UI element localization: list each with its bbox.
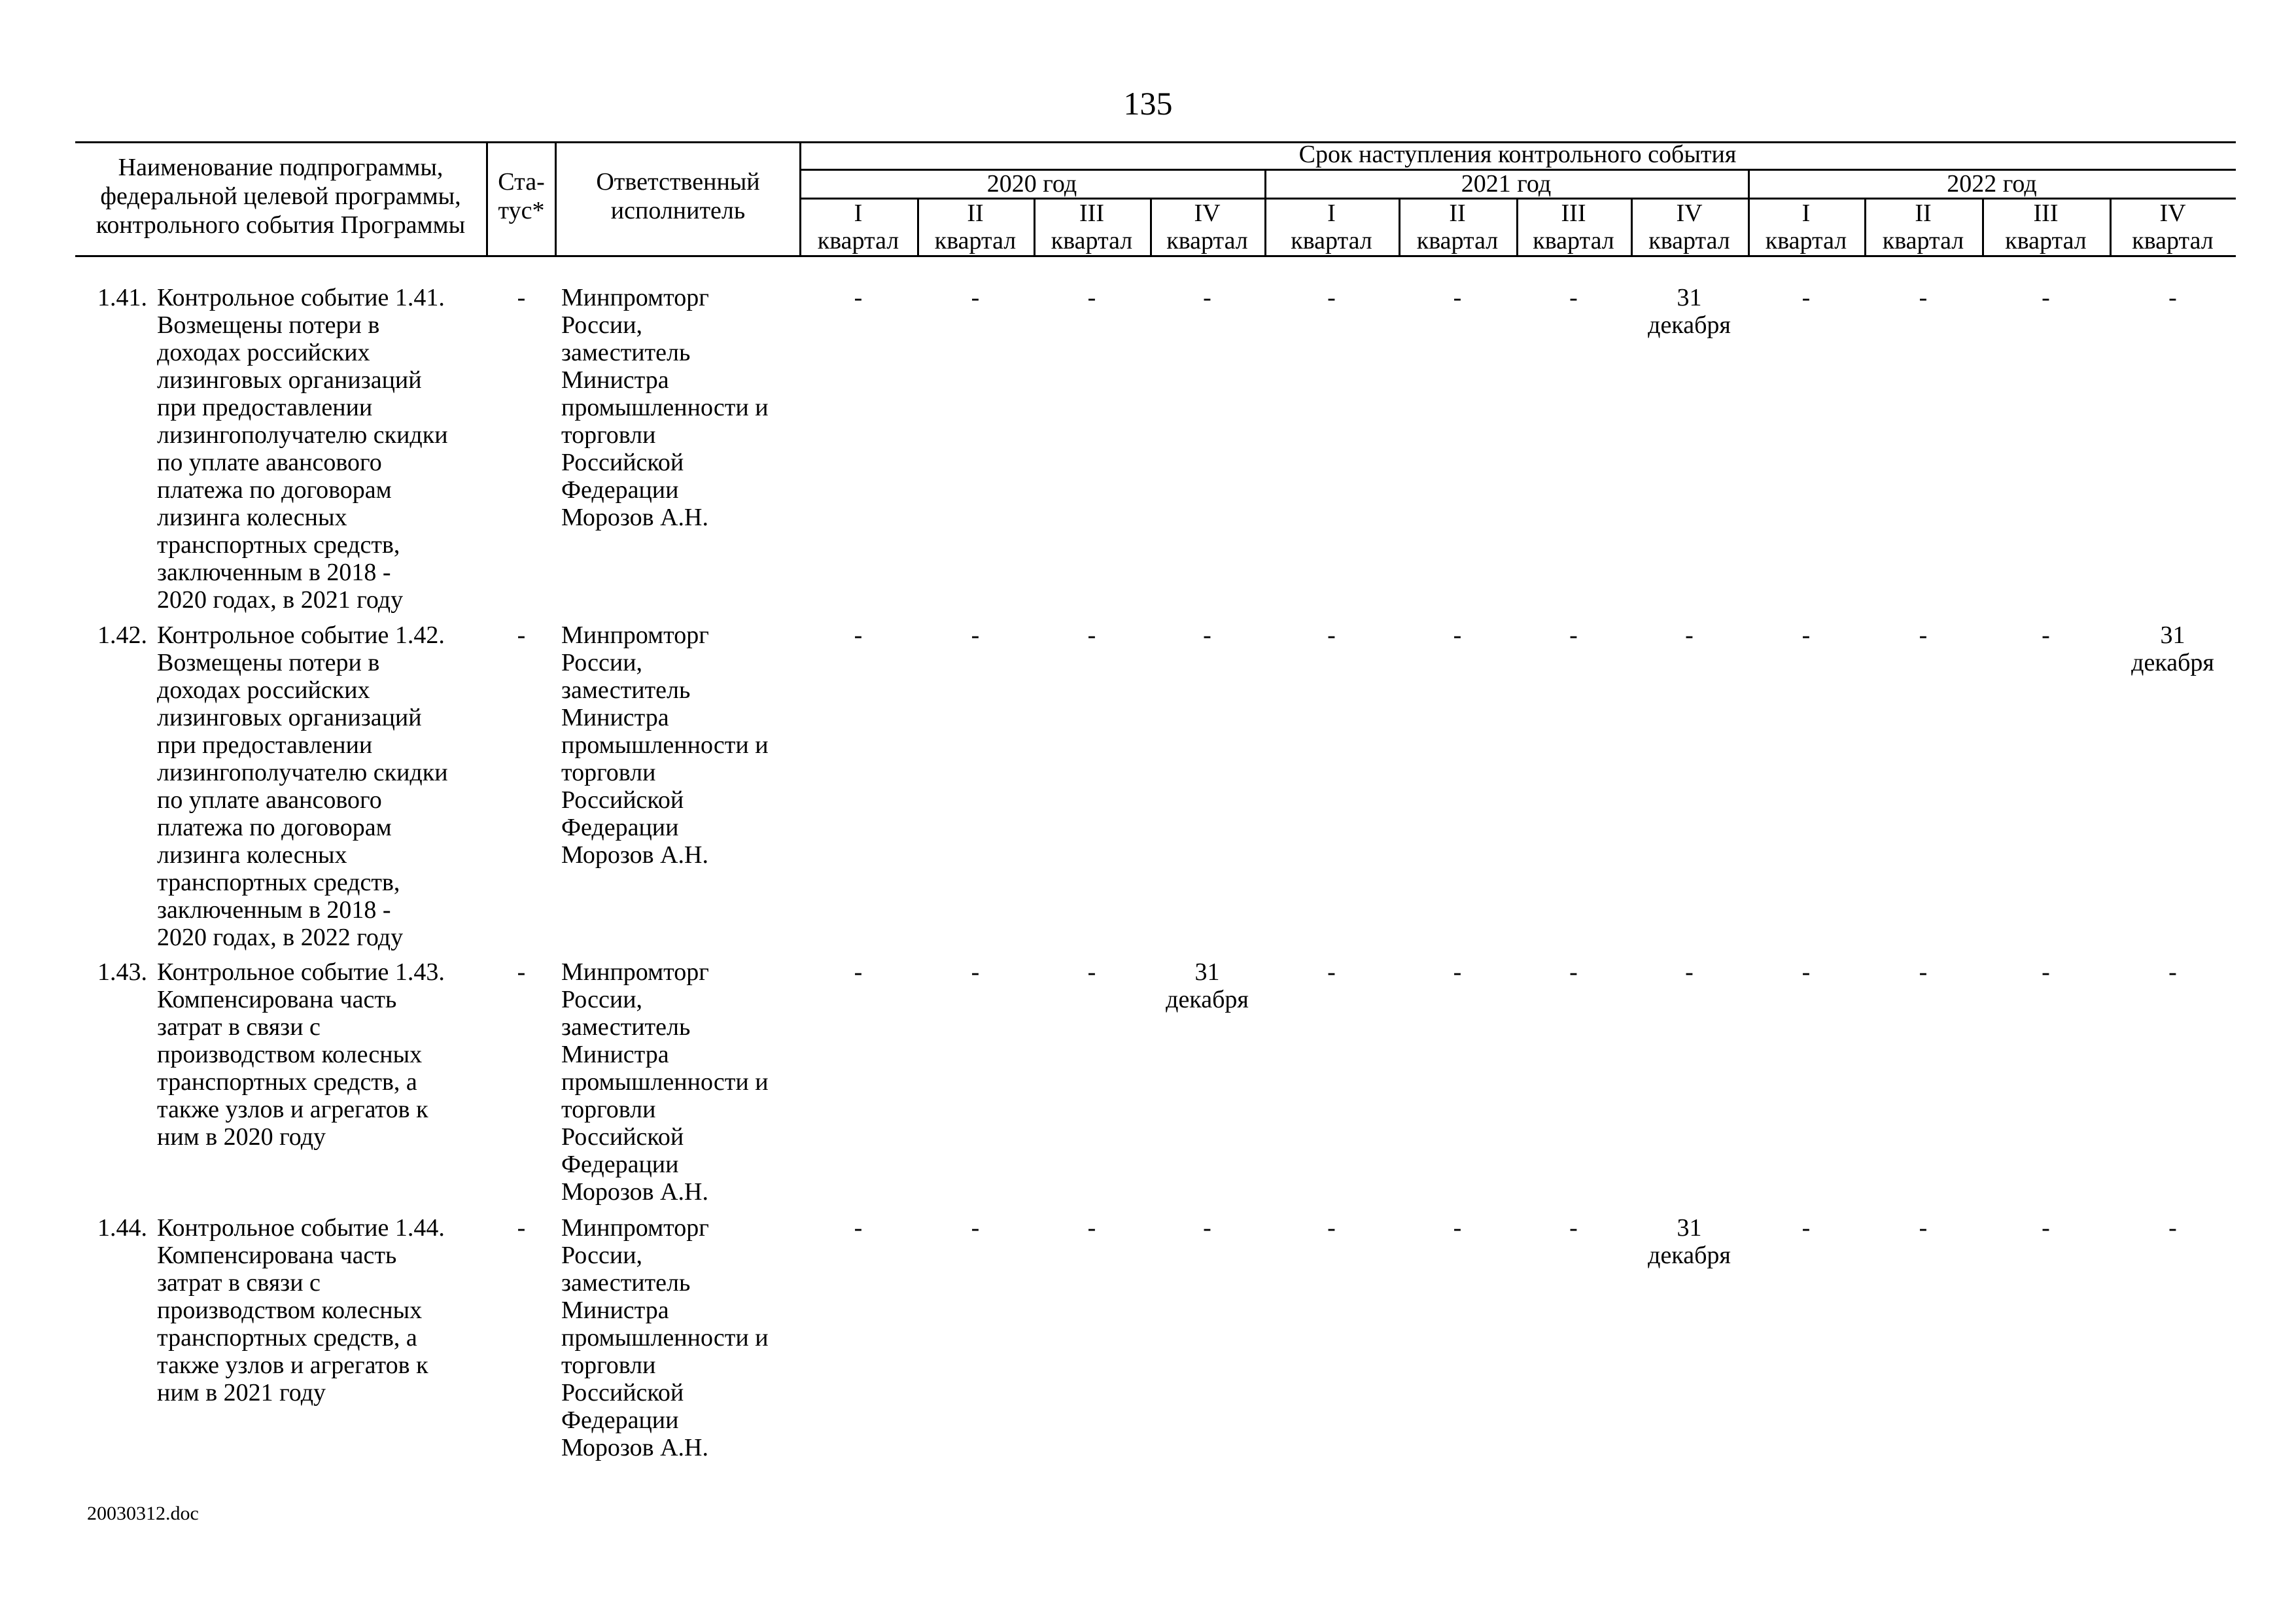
text-line: - <box>971 284 980 311</box>
text-line: производством колесных <box>157 1041 423 1068</box>
quarter-cell <box>917 958 1034 986</box>
text-line: - <box>854 1214 863 1242</box>
quarter-cell <box>1748 1214 1864 1242</box>
text-line: Федерации <box>561 1151 679 1178</box>
text-line: доходах российских <box>157 339 370 366</box>
text-line: промышленности и <box>561 1068 769 1096</box>
row-number: 1.41. <box>97 284 147 311</box>
text-line: - <box>1453 621 1462 649</box>
text-line: при предоставлении <box>157 394 373 421</box>
quarter-cell <box>1034 958 1150 986</box>
quarter-cell <box>1516 958 1631 986</box>
header-col-name: контрольного события Программы <box>96 211 466 239</box>
text-line: - <box>1801 284 1811 311</box>
header-quarter: квартал <box>1416 227 1499 254</box>
header-col-name: Наименование подпрограммы, <box>118 154 444 181</box>
text-line: декабря <box>1648 1242 1731 1269</box>
quarter-cell <box>1982 1214 2110 1242</box>
header-quarter: квартал <box>817 227 899 254</box>
quarter-cell <box>799 284 917 311</box>
text-line: - <box>2168 1214 2177 1242</box>
row-event-name <box>157 621 497 951</box>
text-line: 31 <box>1677 1214 1702 1242</box>
quarter-cell <box>1399 958 1516 986</box>
text-line: - <box>2042 621 2050 649</box>
text-line: - <box>1801 1214 1811 1242</box>
text-line: Компенсирована часть <box>157 986 397 1013</box>
text-line: - <box>854 284 863 311</box>
quarter-cell <box>1982 621 2110 649</box>
quarter-cell <box>1748 958 1864 986</box>
text-line: ним в 2020 году <box>157 1123 326 1151</box>
quarter-cell <box>1034 621 1150 649</box>
text-line: - <box>1203 1214 1211 1242</box>
text-line: - <box>2168 284 2177 311</box>
text-line: - <box>1569 284 1578 311</box>
row-number: 1.43. <box>97 958 147 986</box>
quarter-cell <box>1631 284 1748 339</box>
text-line: заместитель <box>561 1013 691 1041</box>
text-line: доходах российских <box>157 676 370 704</box>
text-line: - <box>1569 1214 1578 1242</box>
text-line: - <box>1453 958 1462 986</box>
text-line: - <box>1087 958 1096 986</box>
text-line: - <box>971 1214 980 1242</box>
text-line: - <box>1087 621 1096 649</box>
header-quarter: IV <box>1676 200 1703 227</box>
text-line: - <box>1327 1214 1336 1242</box>
quarter-cell <box>2110 1214 2236 1242</box>
text-line: транспортных средств, <box>157 869 400 896</box>
row-executor <box>561 621 810 869</box>
text-line: заместитель <box>561 676 691 704</box>
quarter-cell <box>1399 284 1516 311</box>
text-line: - <box>2042 958 2050 986</box>
row-event-name <box>157 284 497 614</box>
text-line: Контрольное событие 1.41. <box>157 284 445 311</box>
quarter-cell <box>1864 1214 1982 1242</box>
text-line: - <box>1087 284 1096 311</box>
header-col-name: федеральной целевой программы, <box>100 183 461 210</box>
text-line: декабря <box>1648 311 1731 339</box>
text-line: промышленности и <box>561 394 769 421</box>
text-line: торговли <box>561 1096 656 1123</box>
text-line: - <box>1569 958 1578 986</box>
quarter-cell <box>1150 284 1264 311</box>
text-line: Возмещены потери в <box>157 311 380 339</box>
text-line: Российской <box>561 786 684 814</box>
header-year: 2021 год <box>1461 170 1552 198</box>
text-line: - <box>1203 621 1211 649</box>
row-executor <box>561 958 810 1206</box>
quarter-cell <box>799 958 917 986</box>
header-quarter: III <box>1561 200 1586 227</box>
text-line: торговли <box>561 759 656 786</box>
text-line: Морозов А.Н. <box>561 841 708 869</box>
text-line: - <box>1453 284 1462 311</box>
quarter-cell <box>799 1214 917 1242</box>
text-line: - <box>854 621 863 649</box>
text-line: - <box>1203 284 1211 311</box>
text-line: лизинга колесных <box>157 504 347 531</box>
text-line: Контрольное событие 1.44. <box>157 1214 445 1242</box>
row-executor <box>561 1214 810 1461</box>
header-quarter: квартал <box>1166 227 1248 254</box>
row-number: 1.42. <box>97 621 147 649</box>
header-quarter: II <box>1449 200 1466 227</box>
text-line: также узлов и агрегатов к <box>157 1096 428 1123</box>
quarter-cell <box>1399 1214 1516 1242</box>
quarter-cell <box>1264 958 1399 986</box>
header-col-status: Ста- <box>498 168 545 196</box>
text-line: Минпромторг <box>561 1214 709 1242</box>
text-line: Контрольное событие 1.42. <box>157 621 445 649</box>
quarter-cell <box>1264 284 1399 311</box>
row-executor <box>561 284 810 531</box>
text-line: торговли <box>561 421 656 449</box>
text-line: - <box>1919 284 1928 311</box>
quarter-cell <box>1864 621 1982 649</box>
text-line: лизинговых организаций <box>157 704 422 731</box>
text-line: - <box>1919 1214 1928 1242</box>
text-line: заключенным в 2018 - <box>157 559 391 586</box>
header-quarter: II <box>1915 200 1932 227</box>
text-line: - <box>1327 621 1336 649</box>
text-line: - <box>1685 621 1694 649</box>
header-year: 2020 год <box>986 170 1077 198</box>
header-col-status: тус* <box>498 197 545 224</box>
text-line: Федерации <box>561 1406 679 1434</box>
text-line: - <box>1087 1214 1096 1242</box>
quarter-cell <box>799 621 917 649</box>
quarter-cell <box>1631 958 1748 986</box>
text-line: - <box>2168 958 2177 986</box>
text-line: заместитель <box>561 339 691 366</box>
text-line: лизинговых организаций <box>157 366 422 394</box>
text-line: - <box>971 958 980 986</box>
quarter-cell <box>2110 284 2236 311</box>
text-line: по уплате авансового <box>157 786 382 814</box>
text-line: Федерации <box>561 814 679 841</box>
header-col-executor: Ответственный <box>596 168 760 196</box>
row-number: 1.44. <box>97 1214 147 1242</box>
row-event-name <box>157 958 497 1151</box>
text-line: - <box>1453 1214 1462 1242</box>
quarter-cell <box>2110 621 2236 676</box>
text-line: - <box>1801 621 1811 649</box>
text-line: - <box>2042 284 2050 311</box>
text-line: Компенсирована часть <box>157 1242 397 1269</box>
text-line: - <box>971 621 980 649</box>
text-line: Федерации <box>561 476 679 504</box>
text-line: - <box>1801 958 1811 986</box>
row-event-name <box>157 1214 497 1406</box>
text-line: лизингополучателю скидки <box>157 421 448 449</box>
quarter-cell <box>1150 621 1264 649</box>
quarter-cell <box>1034 284 1150 311</box>
text-line: декабря <box>1166 986 1249 1013</box>
text-line: Контрольное событие 1.43. <box>157 958 445 986</box>
header-quarter: квартал <box>1051 227 1133 254</box>
text-line: Российской <box>561 1123 684 1151</box>
quarter-cell <box>917 621 1034 649</box>
text-line: Министра <box>561 366 669 394</box>
text-line: Возмещены потери в <box>157 649 380 676</box>
text-line: также узлов и агрегатов к <box>157 1352 428 1379</box>
quarter-cell <box>1982 958 2110 986</box>
text-line: России, <box>561 986 643 1013</box>
text-line: - <box>1327 958 1336 986</box>
quarter-cell <box>917 284 1034 311</box>
text-line: Министра <box>561 1297 669 1324</box>
quarter-cell <box>1631 1214 1748 1269</box>
quarter-cell <box>1264 621 1399 649</box>
quarter-cell <box>1034 1214 1150 1242</box>
quarter-cell <box>1631 621 1748 649</box>
text-line: Министра <box>561 704 669 731</box>
text-line: по уплате авансового <box>157 449 382 476</box>
quarter-cell <box>1399 621 1516 649</box>
quarter-cell <box>1264 1214 1399 1242</box>
text-line: ним в 2021 году <box>157 1379 326 1406</box>
quarter-cell <box>1150 1214 1264 1242</box>
text-line: - <box>1919 958 1928 986</box>
header-quarter: квартал <box>1291 227 1372 254</box>
header-quarter: IV <box>2159 200 2186 227</box>
text-line: заключенным в 2018 - <box>157 896 391 924</box>
text-line: платежа по договорам <box>157 476 392 504</box>
text-line: - <box>854 958 863 986</box>
header-quarter: II <box>967 200 984 227</box>
text-line: затрат в связи с <box>157 1013 321 1041</box>
quarter-cell <box>1982 284 2110 311</box>
header-quarter: квартал <box>1765 227 1847 254</box>
header-quarter: IV <box>1194 200 1221 227</box>
text-line: торговли <box>561 1352 656 1379</box>
text-line: промышленности и <box>561 731 769 759</box>
text-line: затрат в связи с <box>157 1269 321 1297</box>
header-quarter: квартал <box>1648 227 1730 254</box>
text-line: 31 <box>1194 958 1220 986</box>
text-line: Минпромторг <box>561 958 709 986</box>
header-col-executor: исполнитель <box>610 197 746 224</box>
header-quarter: квартал <box>1533 227 1614 254</box>
quarter-cell <box>1864 958 1982 986</box>
text-line: транспортных средств, <box>157 531 400 559</box>
quarter-cell <box>1516 1214 1631 1242</box>
text-line: России, <box>561 649 643 676</box>
header-deadline-title: Срок наступления контрольного события <box>1298 141 1737 168</box>
quarter-cell <box>1150 958 1264 1013</box>
text-line: Морозов А.Н. <box>561 1178 708 1206</box>
header-quarter: квартал <box>2005 227 2087 254</box>
quarter-cell <box>1748 284 1864 311</box>
text-line: промышленности и <box>561 1324 769 1352</box>
text-line: лизинга колесных <box>157 841 347 869</box>
text-line: 2020 годах, в 2021 году <box>157 586 404 614</box>
page-number: 135 <box>1123 85 1173 122</box>
header-quarter: I <box>1801 200 1811 227</box>
text-line: 2020 годах, в 2022 году <box>157 924 404 951</box>
text-line: производством колесных <box>157 1297 423 1324</box>
quarter-cell <box>2110 958 2236 986</box>
text-line: платежа по договорам <box>157 814 392 841</box>
text-line: Морозов А.Н. <box>561 1434 708 1461</box>
header-quarter: III <box>1079 200 1104 227</box>
row-status: - <box>517 1214 526 1242</box>
text-line: Минпромторг <box>561 284 709 311</box>
quarter-cell <box>917 1214 1034 1242</box>
quarter-cell <box>1864 284 1982 311</box>
text-line: лизингополучателю скидки <box>157 759 448 786</box>
text-line: 31 <box>2160 621 2185 649</box>
text-line: при предоставлении <box>157 731 373 759</box>
text-line: Морозов А.Н. <box>561 504 708 531</box>
text-line: Российской <box>561 449 684 476</box>
table-header <box>0 0 2296 262</box>
header-quarter: III <box>2033 200 2059 227</box>
header-bottom-rule <box>75 255 2236 257</box>
text-line: - <box>1919 621 1928 649</box>
quarter-cell <box>1748 621 1864 649</box>
row-status: - <box>517 958 526 986</box>
text-line: 31 <box>1677 284 1702 311</box>
text-line: России, <box>561 1242 643 1269</box>
quarter-cell <box>1516 621 1631 649</box>
text-line: России, <box>561 311 643 339</box>
text-line: Российской <box>561 1379 684 1406</box>
header-quarter: I <box>1327 200 1336 227</box>
text-line: Министра <box>561 1041 669 1068</box>
text-line: - <box>1569 621 1578 649</box>
text-line: транспортных средств, а <box>157 1068 417 1096</box>
text-line: заместитель <box>561 1269 691 1297</box>
text-line: - <box>2042 1214 2050 1242</box>
header-quarter: квартал <box>2132 227 2214 254</box>
text-line: транспортных средств, а <box>157 1324 417 1352</box>
row-status: - <box>517 621 526 649</box>
header-year: 2022 год <box>1947 170 2037 198</box>
header-quarter: квартал <box>1882 227 1964 254</box>
footer-filename: 20030312.doc <box>87 1503 199 1524</box>
text-line: декабря <box>2131 649 2214 676</box>
row-status: - <box>517 284 526 311</box>
quarter-cell <box>1516 284 1631 311</box>
header-quarter: I <box>854 200 863 227</box>
text-line: Минпромторг <box>561 621 709 649</box>
text-line: - <box>1327 284 1336 311</box>
text-line: - <box>1685 958 1694 986</box>
header-quarter: квартал <box>934 227 1017 254</box>
